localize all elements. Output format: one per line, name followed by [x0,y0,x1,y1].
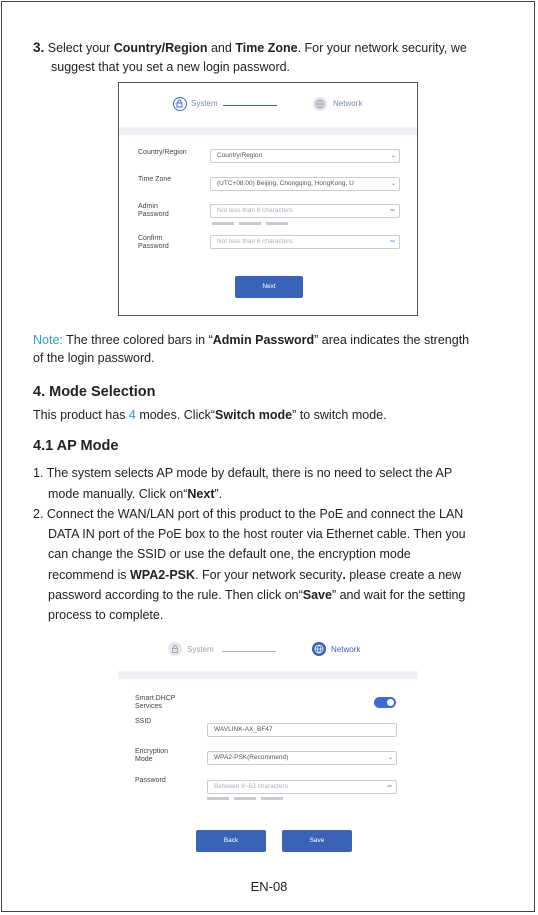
dhcp-label-line2: Services [135,703,162,710]
progress-line [223,105,277,106]
admin-password-label [138,203,169,219]
ap-item1-line2 [48,484,222,504]
ap-item2-line3: can change the SSID or use the default one, the encryption mode [48,547,411,561]
eye-icon[interactable]: ∾ [389,208,395,214]
encryption-value: WPA2-PSK(Recommend) [214,754,289,761]
step3-country-bold: Country/Region [113,41,208,55]
back-button[interactable]: Back [196,830,266,852]
admin-password-placeholder: Not less than 6 characters [217,207,293,214]
note-text: The three colored bars in “ [62,333,213,347]
admin-password-label-line2: Password [138,211,169,218]
ssid-input[interactable] [207,723,397,737]
timezone-select-value: (UTC+08:00) Beijing, Chongqing, HongKong, U [217,180,354,187]
confirm-password-label-line2: Password [138,243,169,250]
password-label: Password [135,777,166,784]
text-part: recommend is [48,568,130,582]
text-part: password according to the rule. Then click on“ [48,588,303,602]
admin-password-label-line1: Admin [138,203,158,210]
text-part: . For your network security [195,568,343,582]
ap-item2-line5 [48,585,465,605]
tab-system[interactable]: System [191,99,218,108]
password-strength-bars [207,797,283,800]
dhcp-label-line1: Smart DHCP [135,695,176,702]
confirm-password-label [138,235,169,251]
setup-screenshot-system [118,82,418,316]
lock-icon [173,97,187,111]
step3-timezone-bold: Time Zone [235,41,298,55]
step3-number: 3. [33,40,45,55]
wpa2-psk-bold: WPA2-PSK [129,568,196,582]
country-select[interactable] [210,149,400,163]
ap-item1-line1: 1. The system selects AP mode by default, there is no need to select the AP [33,466,453,480]
note-label: Note: [33,333,63,347]
encryption-label-line1: Encryption [135,748,169,755]
ssid-label: SSID [135,718,152,725]
chevron-down-icon: ⌄ [387,755,393,761]
eye-icon[interactable]: ∾ [386,784,392,790]
country-select-value: Country/Region [217,152,263,159]
password-input[interactable] [207,780,397,794]
note-line1 [33,330,469,350]
section-heading: 4. Mode Selection [33,384,156,400]
step3-text: Select your [44,41,114,55]
section4-text-part: ” to switch mode. [292,408,387,422]
page-number: EN-08 [250,879,288,894]
progress-line [222,651,276,652]
text-part: mode manually. Click on“ [48,487,188,501]
note-line2: of the login password. [33,351,155,365]
tab-system[interactable]: System [187,645,214,654]
timezone-select[interactable] [210,177,400,191]
lock-icon [168,642,182,656]
chevron-down-icon: ⌄ [390,181,396,187]
section4-text [33,405,387,425]
globe-icon [312,642,326,656]
mode-count: 4 [128,408,136,422]
confirm-password-label-line1: Confirm [138,235,163,242]
timezone-label: Time Zone [138,176,172,183]
chevron-down-icon: ⌄ [390,153,396,159]
next-bold: Next [187,487,215,501]
dhcp-toggle[interactable] [374,697,396,708]
section4-text-part: modes. Click“ [135,408,216,422]
password-strength-bars [212,222,288,225]
text-part: . [342,568,346,582]
section4-text-part: This product has [33,408,129,422]
globe-icon [313,97,327,111]
password-placeholder: Between 8~63 characters [214,783,288,790]
step3-text: . For your network security, we [297,41,467,55]
ap-item2-line1: 2. Connect the WAN/LAN port of this product to the PoE and connect the LAN [33,507,464,521]
section-heading: 4.1 AP Mode [33,438,119,454]
eye-icon[interactable]: ∾ [389,239,395,245]
tab-network[interactable]: Network [331,645,361,654]
ap-item2-line4 [48,565,461,585]
admin-password-input[interactable] [210,204,400,218]
text-part: ” and wait for the setting [331,588,466,602]
divider-band [119,127,417,135]
text-part: ”. [214,487,223,501]
divider-band [118,671,418,679]
country-label: Country/Region [138,149,187,156]
confirm-password-placeholder: Not less than 6 characters [217,238,293,245]
text-part: please create a new [345,568,462,582]
save-button[interactable]: Save [282,830,352,852]
switch-mode-bold: Switch mode [215,408,293,422]
ap-item2-line2: DATA IN port of the PoE box to the host router via Ethernet cable. Then you [48,527,466,541]
encryption-label-line2: Mode [135,756,153,763]
save-bold: Save [302,588,332,602]
step3-line2: suggest that you set a new login password. [51,60,291,74]
next-button[interactable]: Next [235,276,303,298]
confirm-password-input[interactable] [210,235,400,249]
ap-item2-line6: process to complete. [48,608,164,622]
tab-network[interactable]: Network [333,99,363,108]
ssid-value: WAVLINK-AX_BF47 [214,726,273,733]
step3-line1 [33,38,467,58]
encryption-select[interactable] [207,751,397,765]
setup-screenshot-network [118,630,418,862]
note-text: ” area indicates the strength [314,333,470,347]
dhcp-label [135,695,175,711]
encryption-label [135,748,168,764]
step3-text: and [207,41,236,55]
note-admin-password-bold: Admin Password [212,333,315,347]
